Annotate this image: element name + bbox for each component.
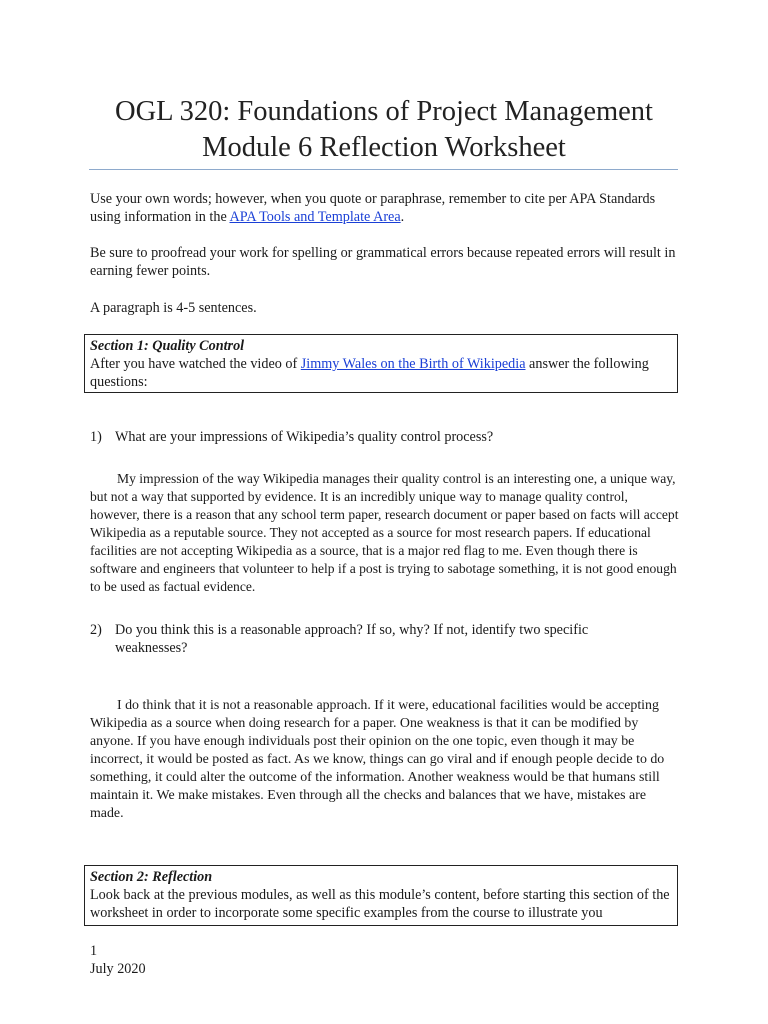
intro-paragraph-2: Be sure to proofread your work for spelling or grammatical errors because repeated errors will result in earning fewer points. <box>90 245 676 279</box>
jimmy-wales-video-link[interactable]: Jimmy Wales on the Birth of Wikipedia <box>300 356 526 372</box>
question-1 <box>90 428 650 446</box>
title-line-1: OGL 320: Foundations of Project Management <box>115 96 653 127</box>
question-2-text: Do you think this is a reasonable approach? If so, why? If not, identify two specific weaknesses? <box>115 622 589 656</box>
intro-paragraph-1 <box>90 190 680 226</box>
section-1-instructions <box>90 355 677 391</box>
intro-text-end: . <box>400 209 405 225</box>
section-2-heading: Section 2: Reflection <box>90 869 213 885</box>
intro-paragraph-3: A paragraph is 4-5 sentences. <box>90 300 257 316</box>
title-line-2: Module 6 Reflection Worksheet <box>202 132 566 163</box>
section-1-text: After you have watched the video of <box>90 356 301 372</box>
section-1-heading: Section 1: Quality Control <box>90 338 245 354</box>
answer-1: My impression of the way Wikipedia manages their quality control is an interesting one, a unique way, but not a way that supported by evidence. It is an incredibly unique way to manage quality control, however, there is a reason that any school term paper, research document or paper based on facts will accept Wikipedia as a reputable source. They not accepted as a source for most research papers. If educational facilities are not accepting Wikipedia as a source, that is a major red flag to me. Even though there is software and engineers that volunteer to help if a post is trying to sabotage something, it is not good enough to be used as factual evidence. <box>90 471 679 594</box>
apa-tools-link[interactable]: APA Tools and Template Area <box>229 209 401 225</box>
question-2 <box>90 621 630 657</box>
page-number: 1 <box>90 943 98 959</box>
section-1-text-end: answer the following questions: <box>90 356 649 390</box>
section-2-box <box>84 865 678 926</box>
question-1-text: What are your impressions of Wikipedia’s quality control process? <box>115 429 494 445</box>
question-2-number: 2) <box>90 622 102 638</box>
page-title <box>60 94 708 166</box>
footer-date: July 2020 <box>90 961 146 977</box>
section-1-box <box>84 334 678 393</box>
intro-text: Use your own words; however, when you quote or paraphrase, remember to cite per APA Standards using information in the <box>90 191 656 225</box>
question-1-number: 1) <box>90 429 102 445</box>
section-2-instructions: Look back at the previous modules, as well as this module’s content, before starting this section of the worksheet in order to incorporate some specific examples from the course to illustrate you <box>90 887 670 921</box>
title-divider <box>89 169 678 170</box>
answer-2: I do think that it is not a reasonable approach. If it were, educational facilities would be accepting Wikipedia as a source when doing research for a paper. One weakness is that it can be modified by anyone. If you have enough individuals post their opinion on the one topic, even though it may be incorrect, it would be posted as fact. As we know, things can go viral and if enough people decide to do something, it could alter the outcome of the information. Another weakness would be that humans still maintain it. We make mistakes. Even through all the checks and balances that we have, mistakes are made. <box>90 698 665 821</box>
